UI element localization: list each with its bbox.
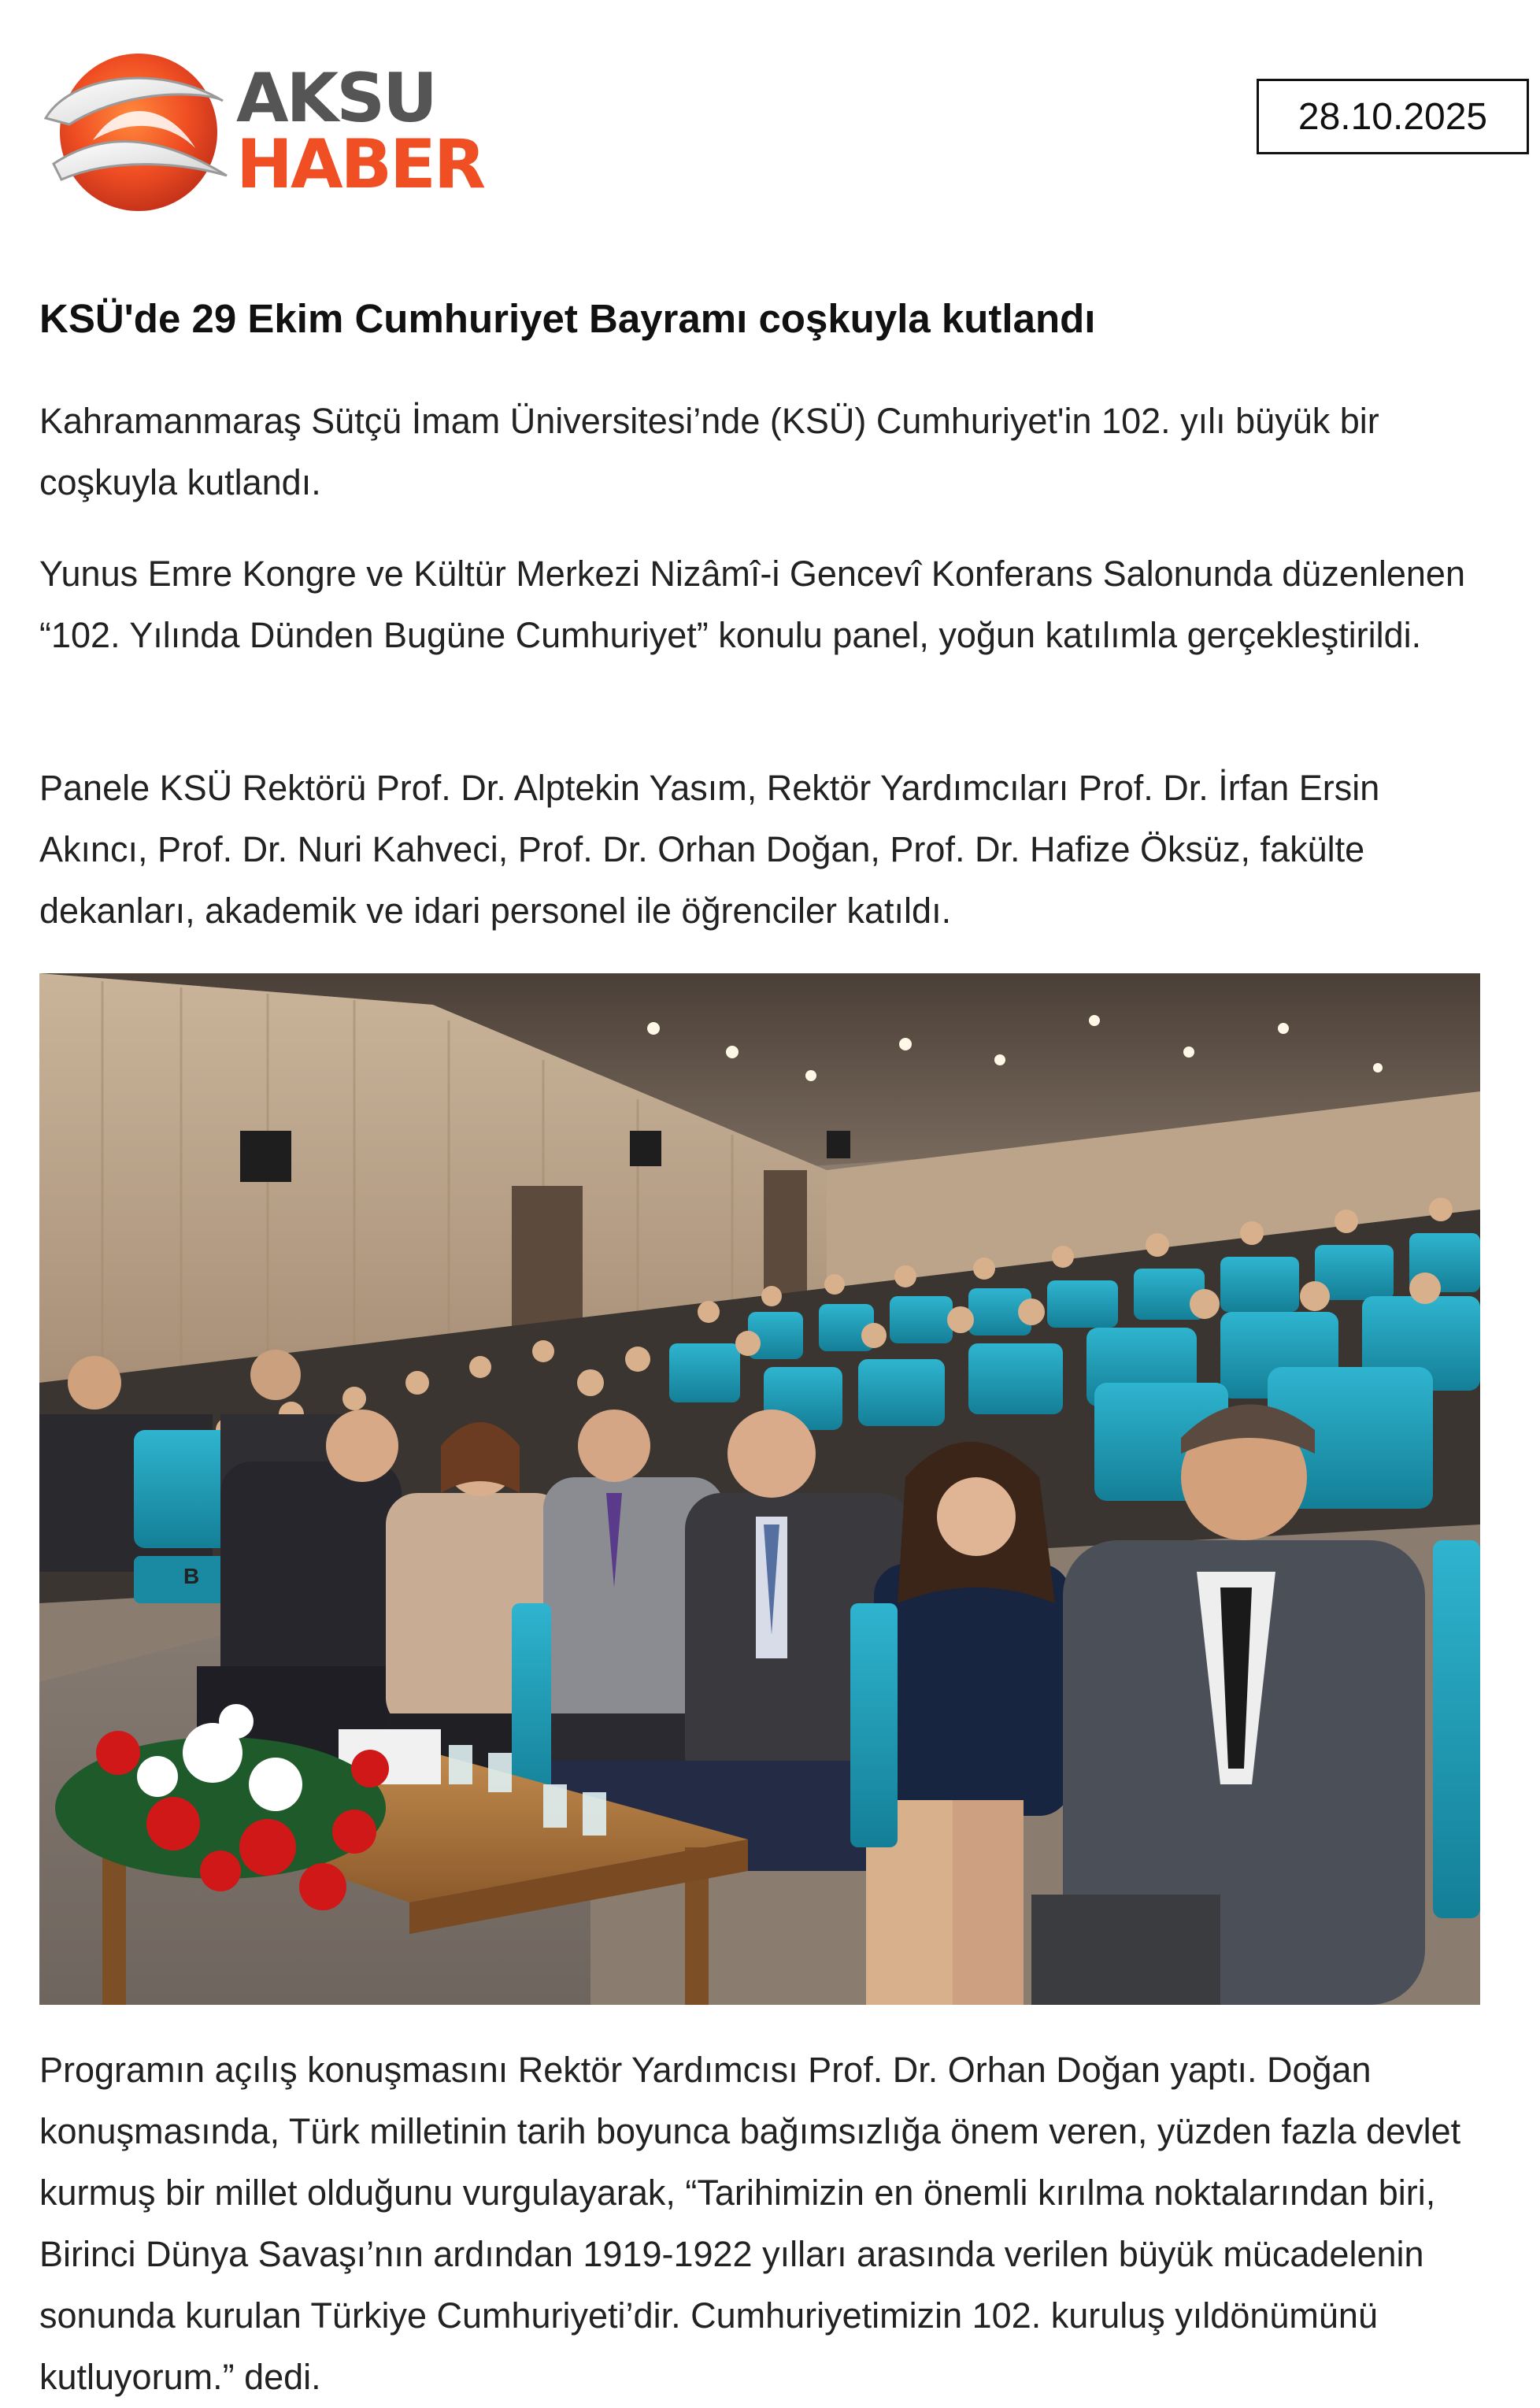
article-paragraph-3: Panele KSÜ Rektörü Prof. Dr. Alptekin Yasım, Rektör Yardımcıları Prof. Dr. İrfan Ersin Akıncı, Prof. Dr. Nuri Kahveci, Prof. Dr. Orhan Doğan, Prof. Dr. Hafize Öksüz, fakülte dekanları, akademik ve idari personel ile öğrenciler katıldı. (39, 768, 1380, 931)
logo-word-haber: HABER (236, 125, 484, 204)
article-photo (39, 973, 1480, 2005)
logo-word-aksu: AKSU (236, 59, 435, 138)
seat-letter: B (183, 1564, 200, 1588)
publish-date: 28.10.2025 (1257, 79, 1529, 154)
site-logo[interactable] (38, 46, 484, 219)
article-paragraph-1: Kahramanmaraş Sütçü İmam Üniversitesi’nde (KSÜ) Cumhuriyet'in 102. yılı büyük bir coşkuyla kutlandı. (39, 401, 1379, 502)
article-paragraph-4: Programın açılış konuşmasını Rektör Yardımcısı Prof. Dr. Orhan Doğan yaptı. Doğan konuşmasında, Türk milletinin tarih boyunca bağımsızlığa önem veren, yüzden fazla devlet kurmuş bir millet olduğunu vurgulayarak, “Tarihimizin en önemli kırılma noktalarından biri, Birinci Dünya Savaşı’nın ardından 1919-1922 yılları arasında verilen büyük mücadelenin sonunda kurulan Türkiye Cumhuriyeti’dir. Cumhuriyetimizin 102. kuruluş yıldönümünü kutluyorum.” dedi. (39, 2050, 1461, 2397)
article-paragraph-2: Yunus Emre Kongre ve Kültür Merkezi Nizâmî-i Gencevî Konferans Salonunda düzenlenen “102. Yılında Dünden Bugüne Cumhuriyet” konulu panel, yoğun katılımla gerçekleştirildi. (39, 554, 1465, 655)
aksu-haber-swirl-icon (38, 46, 235, 219)
article-title: KSÜ'de 29 Ekim Cumhuriyet Bayramı coşkuyla kutlandı (39, 296, 1096, 341)
conference-hall-photo (39, 973, 1480, 2005)
